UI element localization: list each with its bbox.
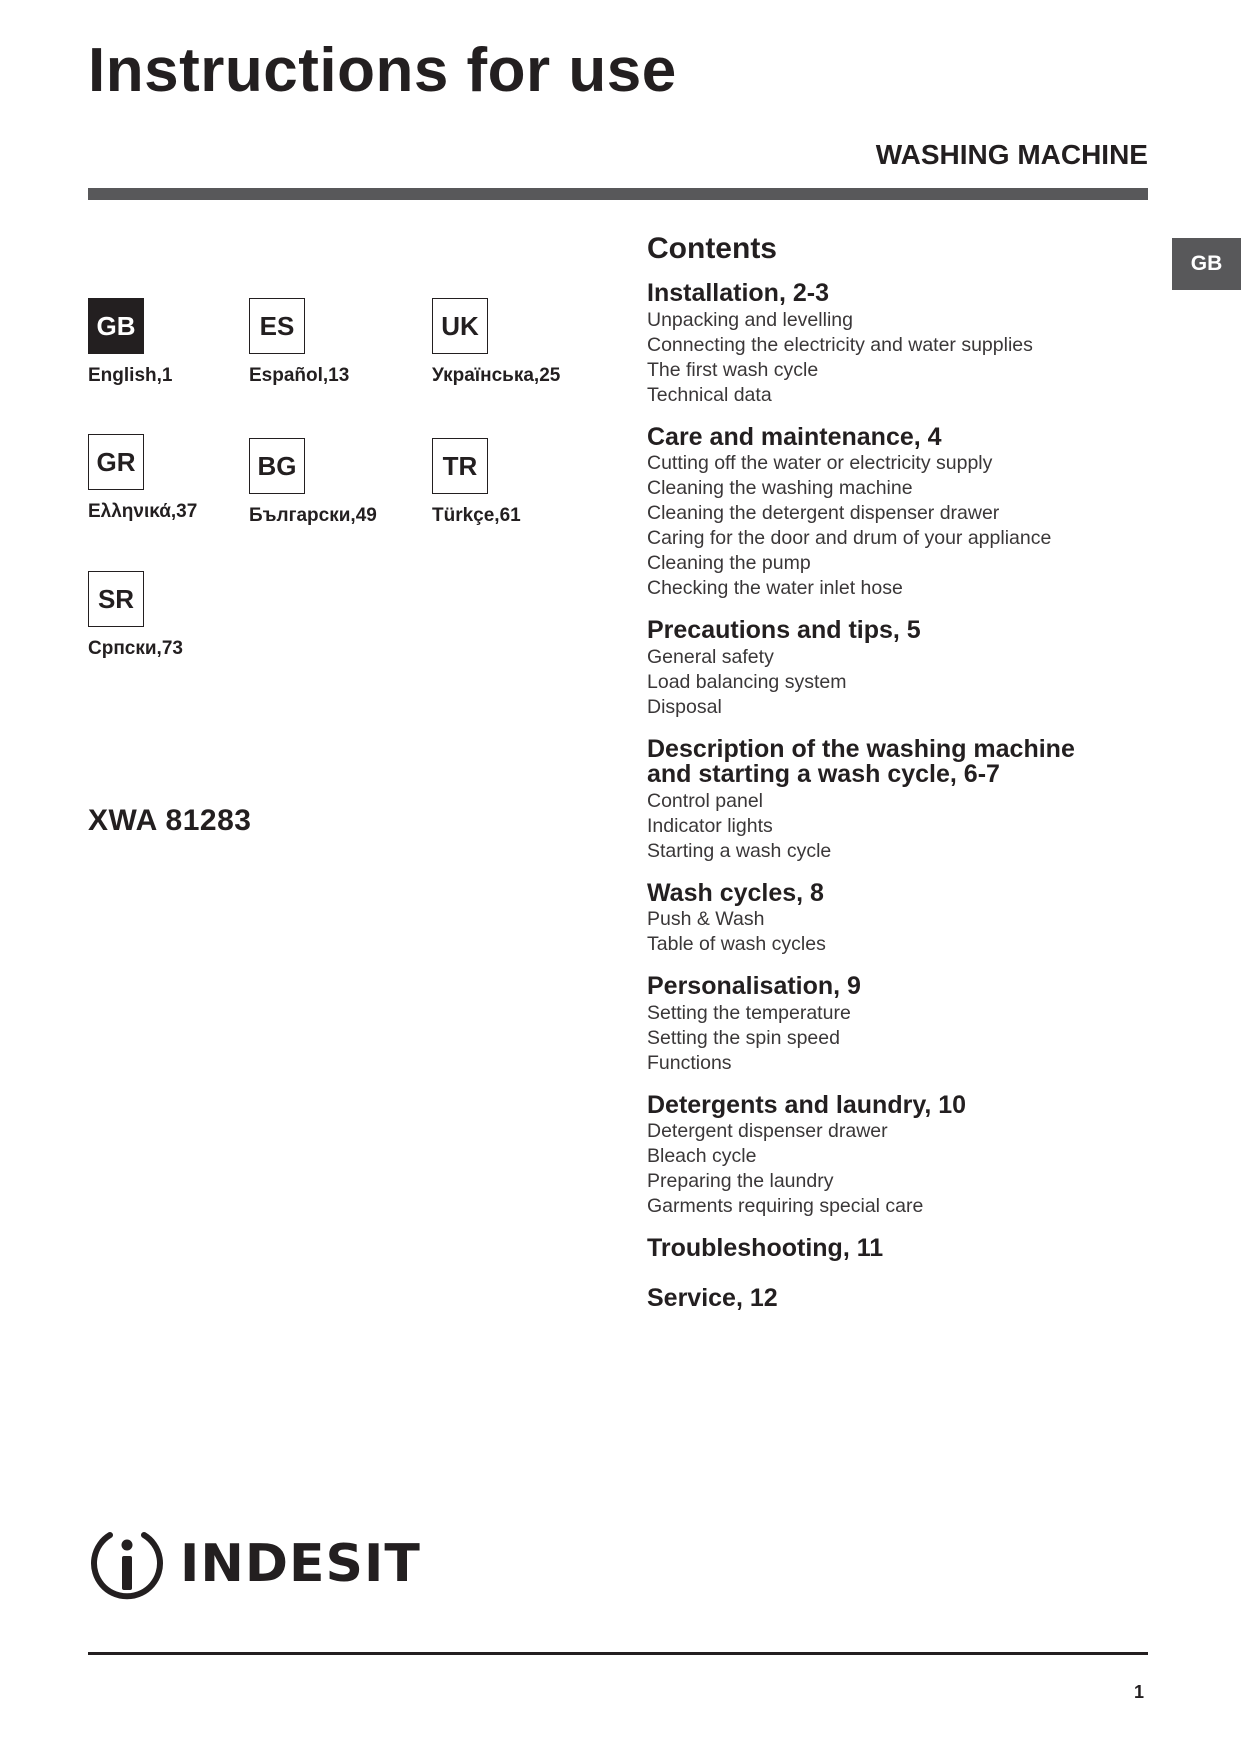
toc-section-service [647, 1283, 1147, 1312]
toc-item[interactable]: Caring for the door and drum of your appliance [647, 527, 1052, 549]
toc-item[interactable]: Connecting the electricity and water supplies [647, 333, 1033, 356]
language-item-bg[interactable] [249, 438, 377, 527]
toc-item[interactable]: Disposal [647, 695, 722, 718]
language-item-gb[interactable] [88, 298, 172, 387]
language-name: Ελληνικά,37 [88, 501, 198, 522]
language-code-badge: TR [432, 438, 488, 494]
toc-item[interactable]: Push & Wash [647, 908, 765, 930]
toc-item[interactable]: Table of wash cycles [647, 933, 826, 955]
language-name: Српски,73 [88, 638, 183, 659]
page-number: 1 [1133, 1682, 1144, 1702]
toc-item[interactable]: General safety [647, 645, 774, 668]
language-code-badge: UK [432, 298, 488, 354]
language-code-badge: SR [88, 571, 144, 627]
toc-item[interactable]: Indicator lights [647, 814, 773, 837]
language-item-sr[interactable] [88, 571, 183, 660]
language-name: Українська,25 [432, 365, 561, 386]
toc-section-personalisation [647, 974, 1147, 1076]
toc-item[interactable]: Unpacking and levelling [647, 308, 853, 331]
toc-section-troubleshooting [647, 1236, 1147, 1262]
toc-section-description [647, 734, 1147, 864]
toc-item[interactable]: Cutting off the water or electricity supply [647, 452, 993, 474]
toc-section-title[interactable] [647, 734, 1147, 788]
language-item-uk[interactable] [432, 298, 560, 387]
toc-item[interactable]: Setting the temperature [647, 1001, 851, 1024]
toc-item[interactable]: Control panel [647, 789, 763, 812]
toc-item[interactable]: Bleach cycle [647, 1145, 757, 1167]
toc-section-detergents [647, 1090, 1147, 1220]
toc-item[interactable]: Checking the water inlet hose [647, 577, 903, 599]
toc-section-precautions [647, 618, 1147, 720]
indesit-logo-icon [88, 1525, 166, 1603]
toc-section-wash-cycles [647, 878, 1147, 958]
toc-item[interactable]: Preparing the laundry [647, 1170, 834, 1192]
brand-name: INDESIT [180, 1534, 421, 1594]
contents-heading: Contents [647, 232, 777, 265]
toc-section-title[interactable]: Care and maintenance, 4 [647, 422, 942, 451]
language-code-badge: GB [88, 298, 144, 354]
toc-section-title-line: and starting a wash cycle, 6-7 [647, 760, 1000, 788]
language-name: English,1 [88, 365, 173, 386]
toc-section-title[interactable]: Wash cycles, 8 [647, 878, 824, 907]
toc-section-installation [647, 281, 1147, 408]
brand-logo [88, 1525, 421, 1603]
footer-divider [88, 1652, 1148, 1655]
language-name: Български,49 [249, 505, 377, 526]
language-side-tab: GB [1172, 238, 1241, 290]
product-type: WASHING MACHINE [875, 139, 1148, 170]
header-divider [88, 188, 1148, 200]
toc-item[interactable]: Garments requiring special care [647, 1195, 924, 1217]
toc-item[interactable]: The first wash cycle [647, 358, 819, 381]
toc-item[interactable]: Cleaning the washing machine [647, 477, 913, 499]
language-item-gr[interactable] [88, 434, 197, 523]
toc-item[interactable]: Functions [647, 1051, 732, 1074]
language-item-es[interactable] [249, 298, 349, 387]
language-name: Español,13 [249, 365, 350, 386]
toc-item[interactable]: Detergent dispenser drawer [647, 1120, 888, 1142]
toc-item[interactable]: Cleaning the detergent dispenser drawer [647, 502, 1000, 524]
page-title: Instructions for use [88, 36, 677, 105]
toc-section-title[interactable]: Personalisation, 9 [647, 972, 861, 1000]
toc-section-title-line: Description of the washing machine [647, 734, 1075, 763]
model-number: XWA 81283 [88, 804, 252, 837]
toc-item[interactable]: Load balancing system [647, 670, 847, 693]
language-item-tr[interactable] [432, 438, 521, 527]
toc-section-title[interactable]: Precautions and tips, 5 [647, 616, 921, 644]
language-code-badge: BG [249, 438, 305, 494]
table-of-contents [647, 232, 1147, 1328]
toc-section-title[interactable]: Service, 12 [647, 1283, 778, 1312]
language-code-badge: GR [88, 434, 144, 490]
language-code-badge: ES [249, 298, 305, 354]
toc-item[interactable]: Starting a wash cycle [647, 839, 832, 862]
toc-section-title[interactable]: Installation, 2-3 [647, 279, 829, 307]
toc-section-care [647, 422, 1147, 602]
toc-item[interactable]: Technical data [647, 383, 772, 406]
toc-section-title[interactable]: Troubleshooting, 11 [647, 1234, 884, 1262]
toc-section-title[interactable]: Detergents and laundry, 10 [647, 1090, 967, 1119]
toc-item[interactable]: Setting the spin speed [647, 1026, 840, 1049]
toc-item[interactable]: Cleaning the pump [647, 552, 811, 574]
language-name: Türkçe,61 [432, 505, 521, 526]
